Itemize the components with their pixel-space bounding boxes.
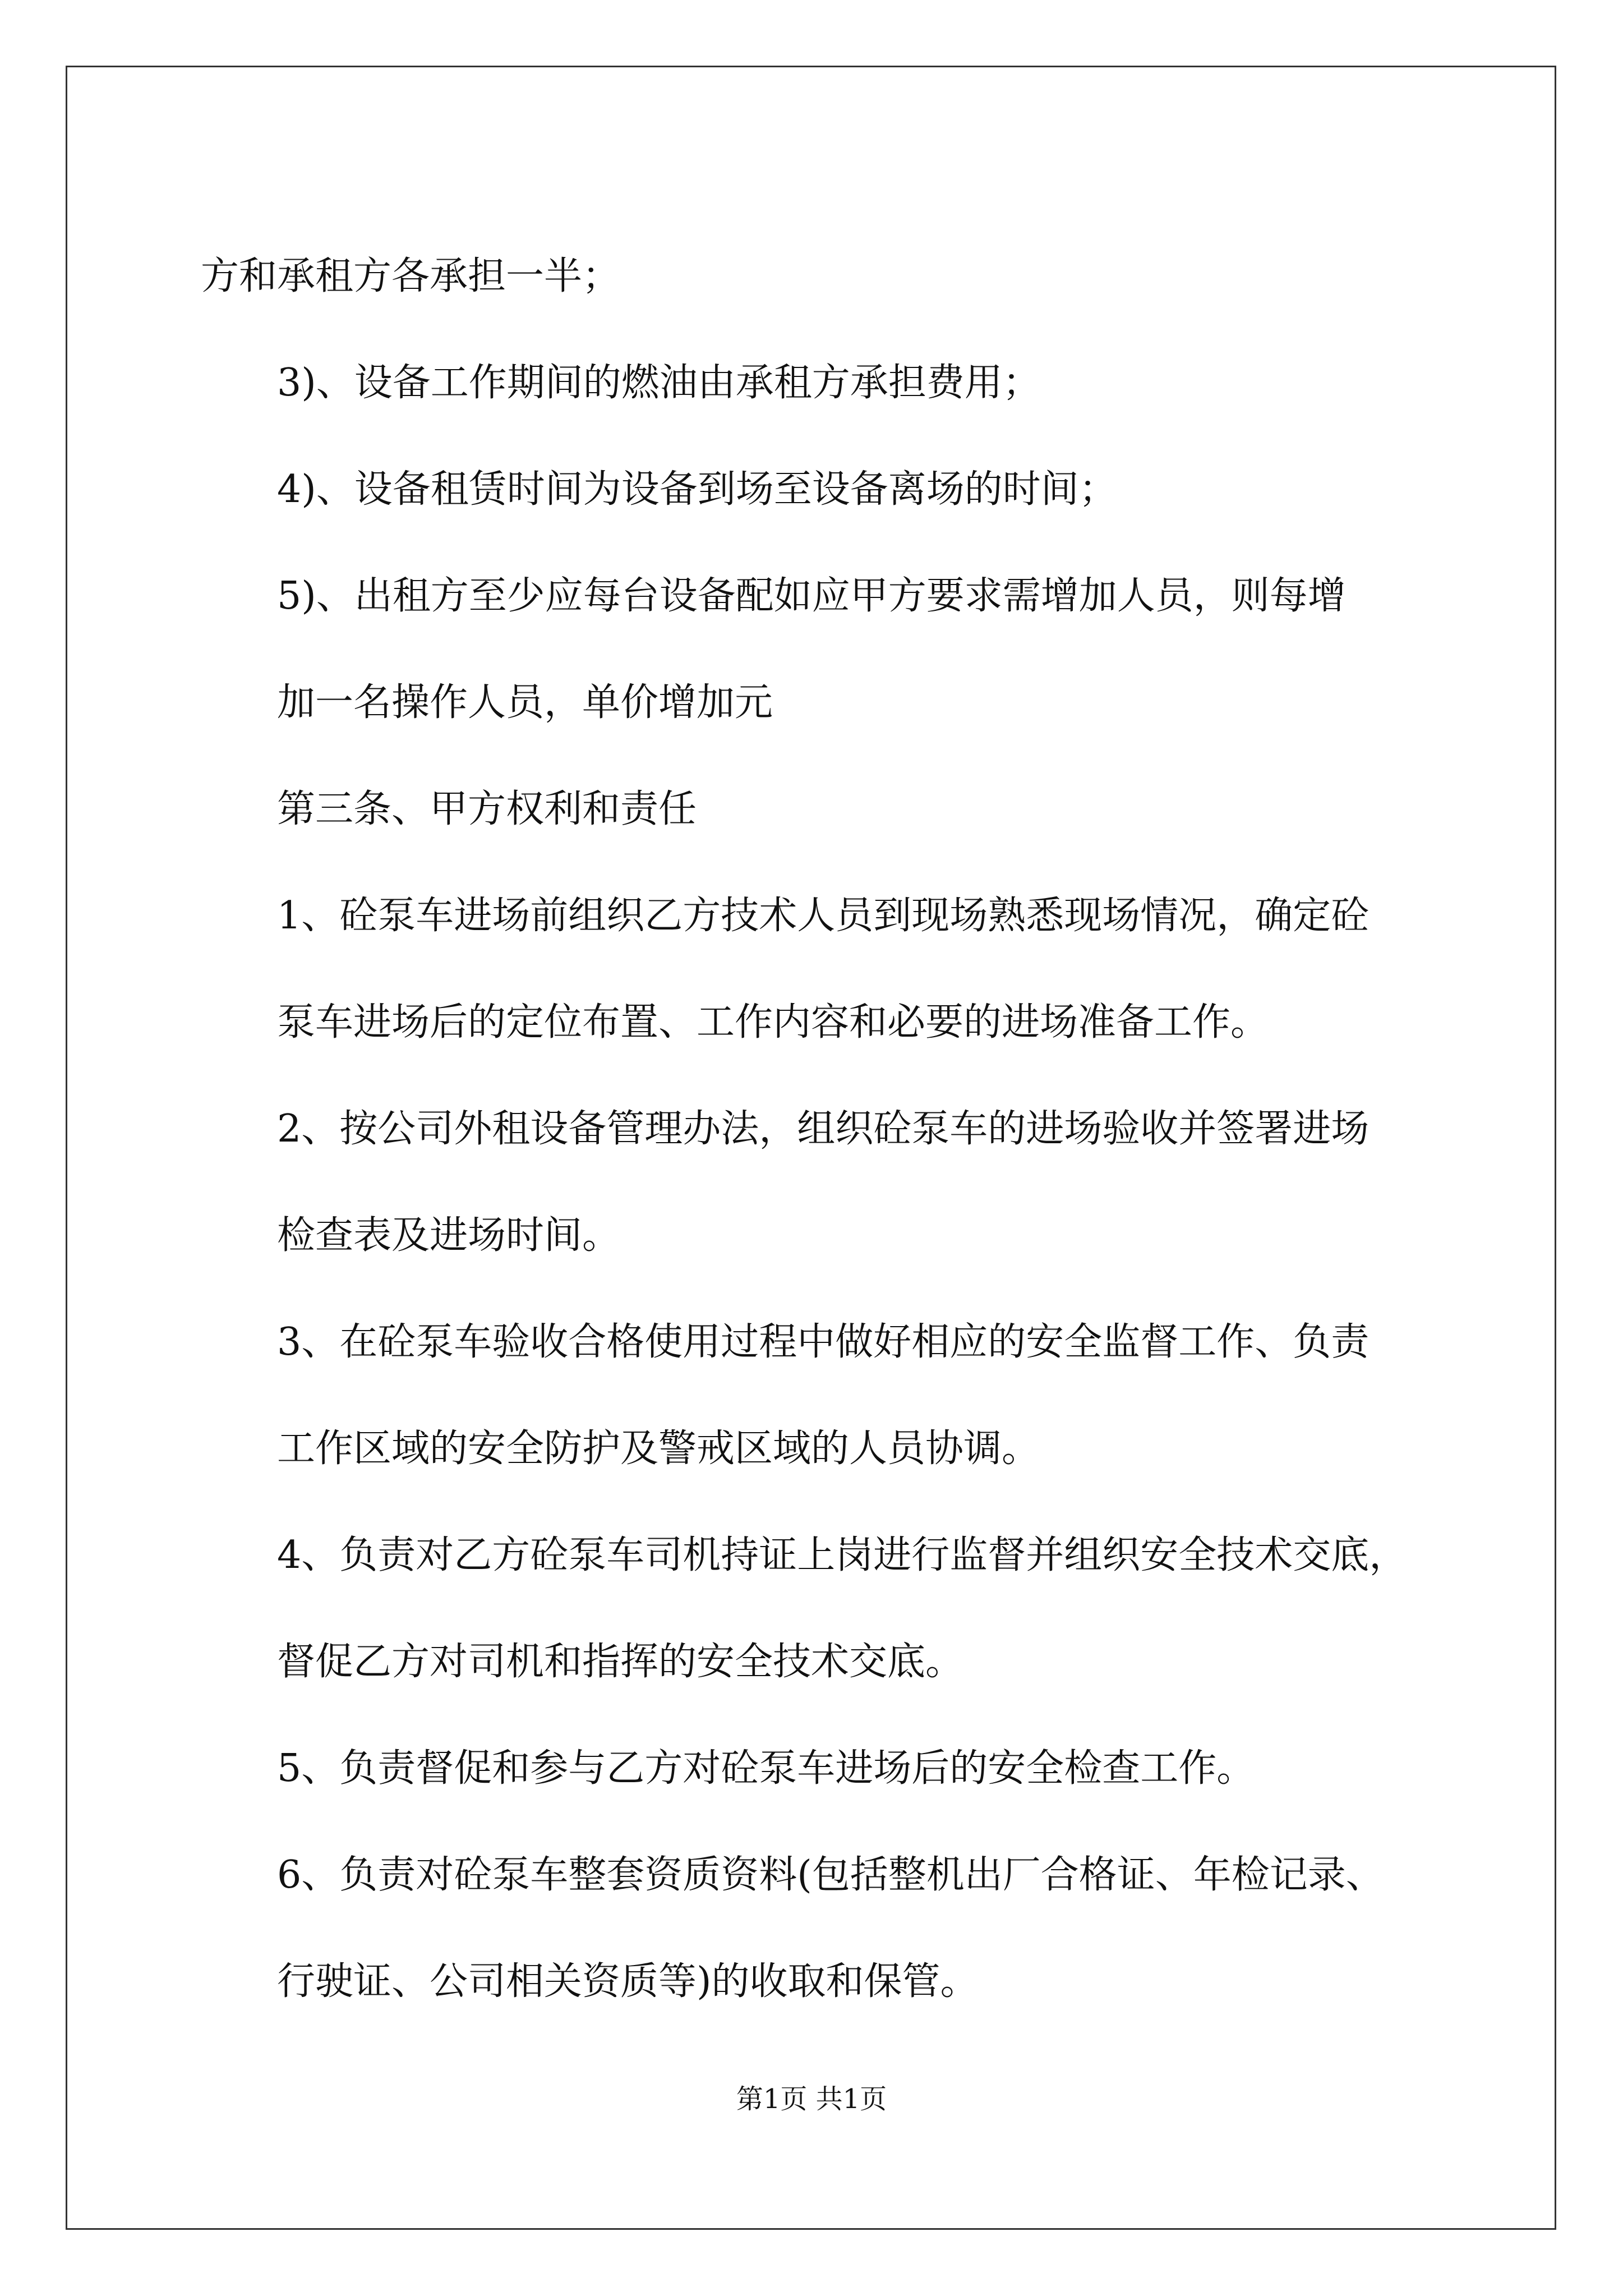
paragraph (201, 436, 1429, 543)
paragraph-line: 4、负责对乙方砼泵车司机持证上岗进行监督并组织安全技术交底， (277, 1533, 1408, 1577)
paragraph (201, 1822, 1429, 2035)
paragraph (201, 330, 1429, 436)
paragraph (201, 223, 1429, 330)
paragraph-line: 5)、出租方至少应每台设备配如应甲方要求需增加人员，则每增 (277, 574, 1346, 618)
paragraph (201, 1289, 1429, 1502)
paragraph-line: 3、在砼泵车验收合格使用过程中做好相应的安全监督工作、负责 (277, 1320, 1370, 1364)
paragraph (201, 863, 1429, 1076)
paragraph-line: 4)、设备租赁时间为设备到场至设备离场的时间； (277, 467, 1117, 512)
paragraph (201, 1502, 1429, 1715)
paragraph (201, 756, 1429, 863)
paragraph-line: 1、砼泵车进场前组织乙方技术人员到现场熟悉现场情况，确定砼 (277, 894, 1370, 938)
paragraph-line: 第三条、甲方权利和责任 (277, 787, 697, 831)
paragraph-line: 检查表及进场时间。 (277, 1213, 621, 1258)
paragraph-line: 泵车进场后的定位布置、工作内容和必要的进场准备工作。 (277, 1000, 1269, 1045)
paragraph-line: 行驶证、公司相关资质等)的收取和保管。 (277, 1959, 979, 2004)
paragraph-line: 5、负责督促和参与乙方对砼泵车进场后的安全检查工作。 (277, 1746, 1255, 1791)
paragraph-line: 3)、设备工作期间的燃油由承租方承担费用； (277, 361, 1041, 405)
document-body (201, 223, 1429, 2035)
paragraph-line: 加一名操作人员，单价增加元 (277, 680, 773, 725)
paragraph-line: 6、负责对砼泵车整套资质资料(包括整机出厂合格证、年检记录、 (277, 1853, 1384, 1897)
paragraph-line: 2、按公司外租设备管理办法，组织砼泵车的进场验收并签署进场 (277, 1107, 1370, 1151)
paragraph (201, 1076, 1429, 1289)
paragraph (201, 1715, 1429, 1822)
page-footer: 第1页 共1页 (736, 2083, 887, 2115)
paragraph-line: 工作区域的安全防护及警戒区域的人员协调。 (277, 1427, 1040, 1471)
paragraph (201, 543, 1429, 756)
paragraph-line: 方和承租方各承担一半； (201, 254, 621, 298)
paragraph-line: 督促乙方对司机和指挥的安全技术交底。 (277, 1640, 964, 1684)
